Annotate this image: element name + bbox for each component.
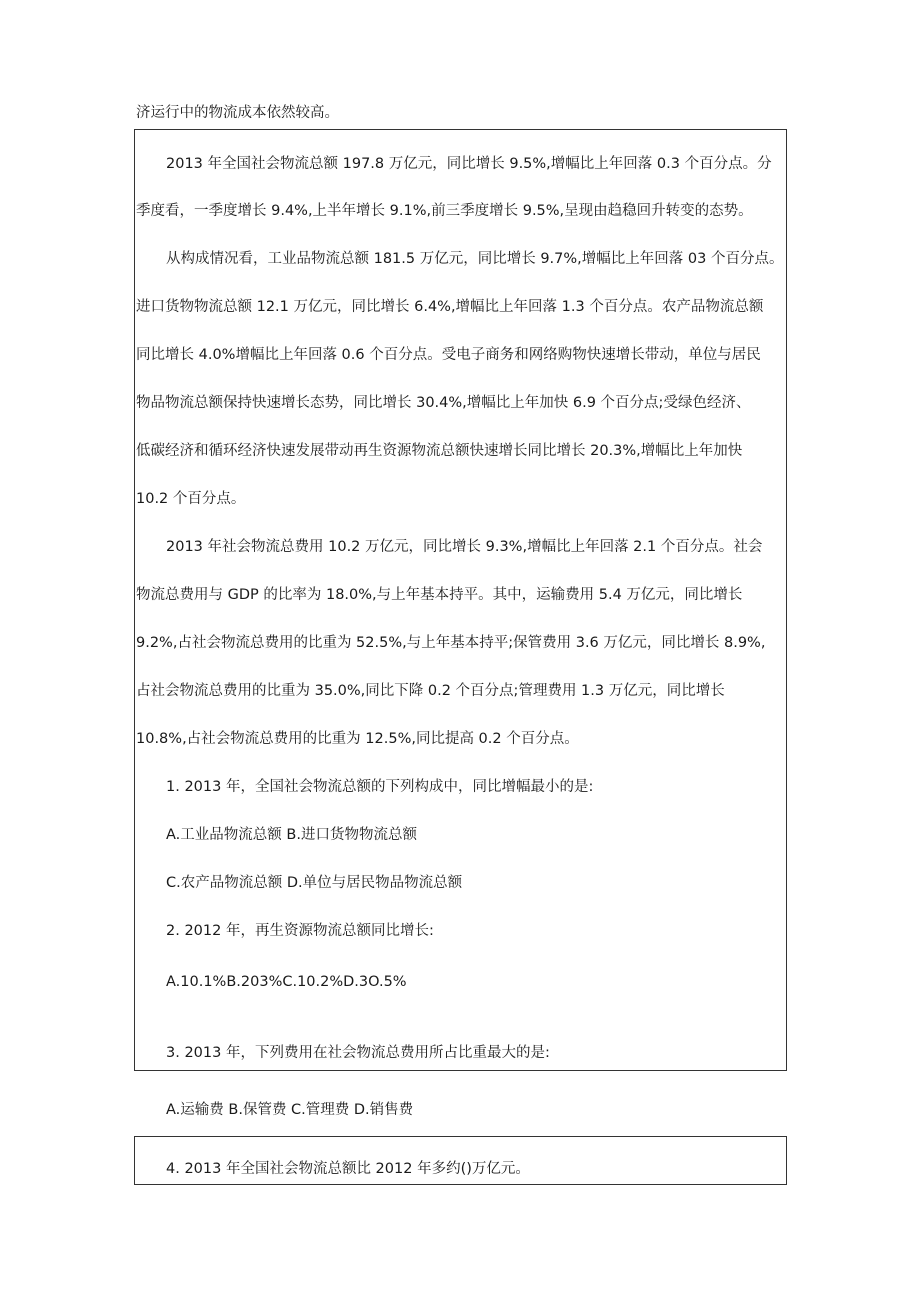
paragraph-line: 从构成情况看，工业品物流总额 181.5 万亿元，同比增长 9.7%,增幅比上年回落 03 个百分点。	[166, 251, 784, 267]
question-2-options: A.10.1%B.203%C.10.2%D.3O.5%	[166, 974, 407, 990]
question-1-options-cd: C.农产品物流总额 D.单位与居民物品物流总额	[166, 875, 463, 891]
intro-line: 济运行中的物流成本依然较高。	[136, 105, 339, 121]
paragraph-line: 10.2 个百分点。	[136, 491, 246, 507]
paragraph-line: 2013 年社会物流总费用 10.2 万亿元，同比增长 9.3%,增幅比上年回落 2.1 个百分点。社会	[166, 539, 763, 555]
question-1: 1. 2013 年，全国社会物流总额的下列构成中，同比增幅最小的是:	[166, 779, 594, 795]
question-3-options: A.运输费 B.保管费 C.管理费 D.销售费	[166, 1102, 414, 1118]
question-4: 4. 2013 年全国社会物流总额比 2012 年多约()万亿元。	[166, 1161, 530, 1177]
paragraph-line: 季度看，一季度增长 9.4%,上半年增长 9.1%,前三季度增长 9.5%,呈现由趋稳回升转变的态势。	[136, 203, 753, 219]
question-1-options-ab: A.工业品物流总额 B.进口货物物流总额	[166, 827, 417, 843]
paragraph-line: 物品物流总额保持快速增长态势，同比增长 30.4%,增幅比上年加快 6.9 个百分点;受绿色经济、	[136, 395, 751, 411]
paragraph-line: 2013 年全国社会物流总额 197.8 万亿元，同比增长 9.5%,增幅比上年回落 0.3 个百分点。分	[166, 156, 772, 172]
paragraph-line: 9.2%,占社会物流总费用的比重为 52.5%,与上年基本持平;保管费用 3.6 万亿元，同比增长 8.9%,	[136, 635, 766, 651]
paragraph-line: 低碳经济和循环经济快速发展带动再生资源物流总额快速增长同比增长 20.3%,增幅比上年加快	[136, 443, 743, 459]
question-2: 2. 2012 年，再生资源物流总额同比增长:	[166, 923, 434, 939]
paragraph-line: 占社会物流总费用的比重为 35.0%,同比下降 0.2 个百分点;管理费用 1.3 万亿元，同比增长	[136, 683, 725, 699]
paragraph-line: 同比增长 4.0%增幅比上年回落 0.6 个百分点。受电子商务和网络购物快速增长带动，单位与居民	[136, 347, 761, 363]
question-3: 3. 2013 年，下列费用在社会物流总费用所占比重最大的是:	[166, 1045, 550, 1061]
paragraph-line: 10.8%,占社会物流总费用的比重为 12.5%,同比提高 0.2 个百分点。	[136, 731, 579, 747]
paragraph-line: 物流总费用与 GDP 的比率为 18.0%,与上年基本持平。其中，运输费用 5.4 万亿元，同比增长	[136, 587, 743, 603]
paragraph-line: 进口货物物流总额 12.1 万亿元，同比增长 6.4%,增幅比上年回落 1.3 个百分点。农产品物流总额	[136, 299, 764, 315]
